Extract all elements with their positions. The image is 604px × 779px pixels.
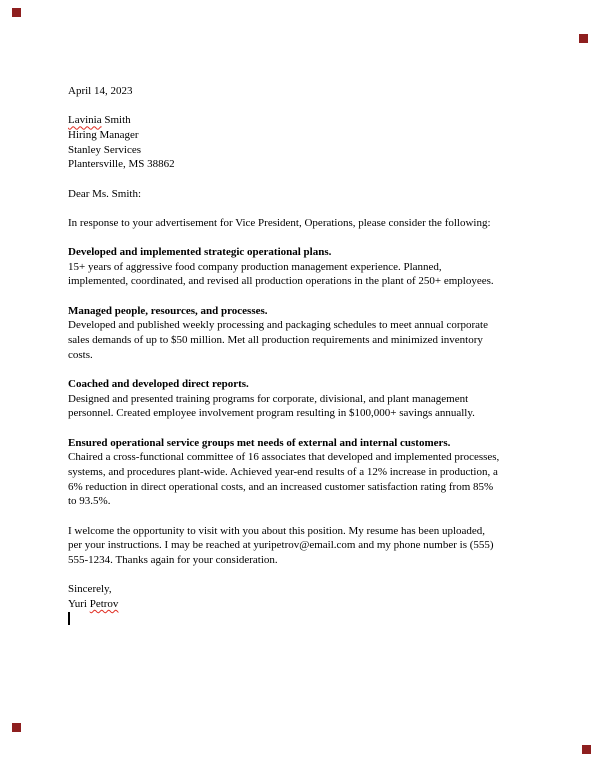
- closing-paragraph: [68, 524, 539, 568]
- section-managed-people: [68, 304, 539, 363]
- recipient-name-line: [68, 113, 539, 128]
- intro-paragraph: In response to your advertisement for Vice President, Operations, please consider the following:: [68, 216, 491, 229]
- section-body-line: implemented, coordinated, and revised all production operations in the plant of 250+ employees.: [68, 275, 494, 288]
- section-body-line: 6% reduction in direct operational costs, and an increased customer satisfaction rating from 85%: [68, 480, 494, 493]
- section-service-groups: [68, 436, 539, 509]
- corner-marker-top-right: [579, 34, 588, 43]
- letter-date: April 14, 2023: [68, 85, 133, 97]
- section-body-line: Developed and published weekly processing and packaging schedules to meet annual corporate: [68, 319, 488, 332]
- signature-block: [68, 582, 539, 627]
- section-body-line: 15+ years of aggressive food company production management experience. Planned,: [68, 260, 442, 273]
- section-strategic-plans: [68, 245, 539, 289]
- text-cursor: [68, 612, 70, 625]
- signature-first-name: Yuri: [68, 597, 90, 610]
- section-body-line: costs.: [68, 348, 93, 361]
- recipient-location: Plantersville, MS 38862: [68, 158, 175, 171]
- section-coached-reports: [68, 377, 539, 421]
- recipient-company: Stanley Services: [68, 143, 142, 156]
- recipient-name-rest: Smith: [101, 114, 131, 127]
- misspelled-word-lavinia[interactable]: Lavinia: [68, 114, 102, 127]
- section-body-line: Designed and presented training programs for corporate, divisional, and plant management: [68, 392, 469, 405]
- section-heading: Coached and developed direct reports.: [68, 378, 249, 391]
- salutation: Dear Ms. Smith:: [68, 187, 142, 200]
- section-body-line: to 93.5%.: [68, 495, 111, 508]
- section-body-line: systems, and procedures plant-wide. Achieved year-end results of a 12% increase in production, a: [68, 465, 498, 478]
- corner-marker-bottom-left: [12, 723, 21, 732]
- misspelled-word-petrov[interactable]: Petrov: [89, 597, 119, 610]
- caret-line: [68, 611, 539, 627]
- letter-text-area[interactable]: [68, 84, 539, 627]
- corner-marker-bottom-right: [582, 745, 591, 754]
- corner-marker-top-left: [12, 8, 21, 17]
- section-heading: Ensured operational service groups met needs of external and internal customers.: [68, 436, 451, 449]
- section-body-line: Chaired a cross-functional committee of 16 associates that developed and implemented processes,: [68, 451, 500, 464]
- section-heading: Developed and implemented strategic operational plans.: [68, 246, 332, 259]
- section-heading: Managed people, resources, and processes.: [68, 304, 268, 317]
- signature-line: [68, 597, 539, 612]
- recipient-title: Hiring Manager: [68, 128, 139, 141]
- section-body-line: sales demands of up to $50 million. Met all production requirements and minimized inventory: [68, 334, 483, 347]
- closing-line: per your instructions. I may be reached at yuripetrov@email.com and my phone number is (555): [68, 539, 494, 552]
- recipient-address-block: [68, 113, 539, 172]
- section-body-line: personnel. Created employee involvement program resulting in $100,000+ savings annually.: [68, 407, 475, 420]
- closing-line: I welcome the opportunity to visit with you about this position. My resume has been uploaded,: [68, 524, 486, 537]
- signoff: Sincerely,: [68, 583, 112, 596]
- closing-line: 555-1234. Thanks again for your consideration.: [68, 553, 278, 566]
